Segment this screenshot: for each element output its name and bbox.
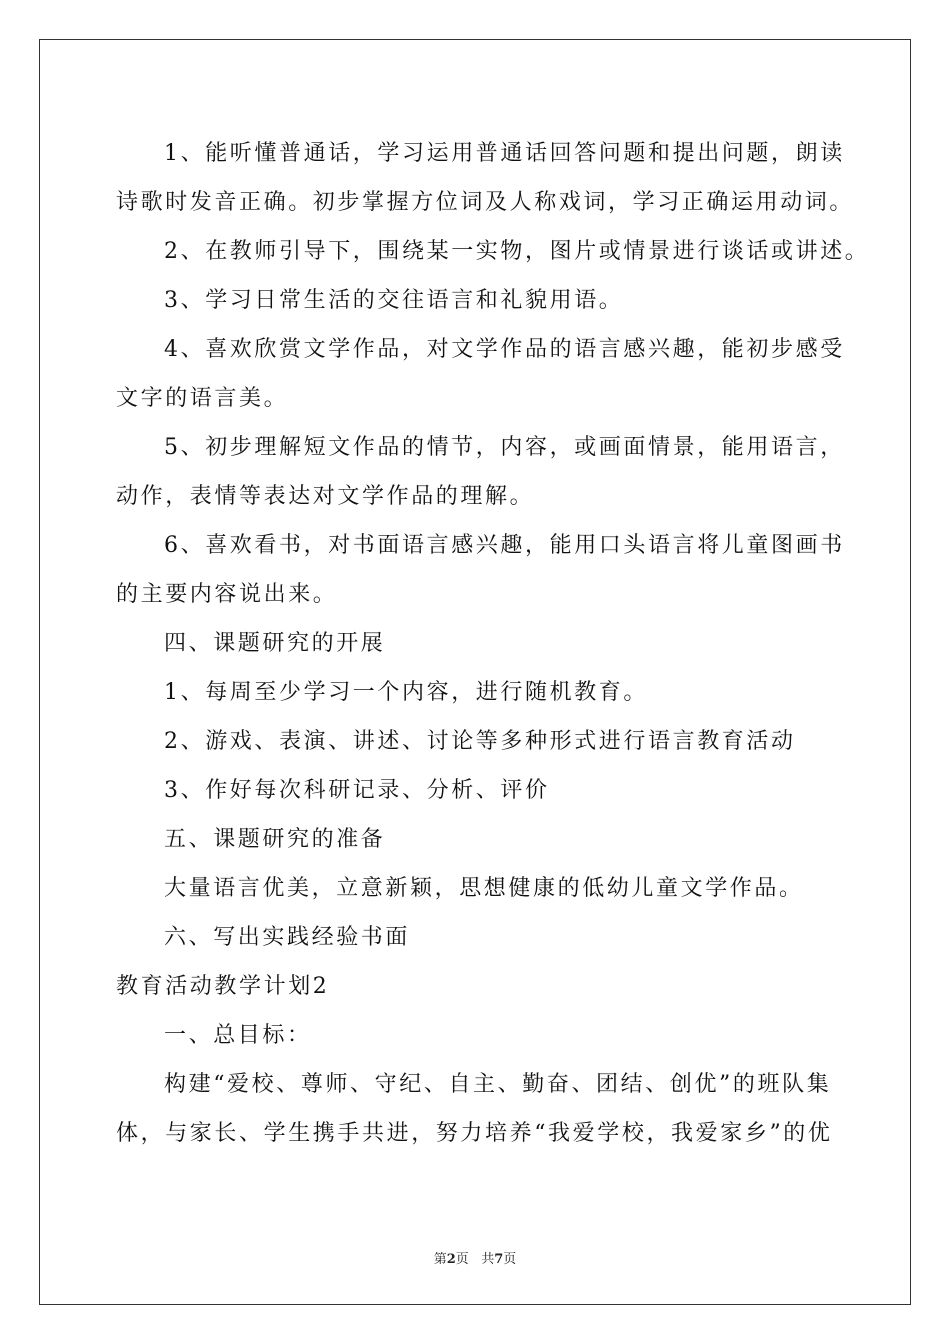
text-line: 1、能听懂普通话，学习运用普通话回答问题和提出问题，朗读 xyxy=(164,141,845,166)
page-footer xyxy=(0,1248,950,1267)
text-line: 一、总目标： xyxy=(164,1023,312,1048)
text-line: 文字的语言美。 xyxy=(116,386,289,411)
text-line: 3、学习日常生活的交往语言和礼貌用语。 xyxy=(164,288,624,313)
text-line: 四、课题研究的开展 xyxy=(164,631,386,656)
text-line: 5、初步理解短文作品的情节，内容，或画面情景，能用语言， xyxy=(164,435,845,460)
text-line: 1、每周至少学习一个内容，进行随机教育。 xyxy=(164,680,648,705)
text-line: 构建“爱校、尊师、守纪、自主、勤奋、团结、创优”的班队集 xyxy=(164,1072,832,1097)
total-page-number: 7 xyxy=(494,1252,504,1267)
total-prefix: 共 xyxy=(481,1252,495,1267)
text-line: 6、喜欢看书，对书面语言感兴趣，能用口头语言将儿童图画书 xyxy=(164,533,845,558)
total-unit: 页 xyxy=(503,1252,517,1267)
text-line: 4、喜欢欣赏文学作品，对文学作品的语言感兴趣，能初步感受 xyxy=(164,337,845,362)
current-page-number: 2 xyxy=(446,1252,456,1267)
text-line: 六、写出实践经验书面 xyxy=(164,925,411,950)
text-line: 五、课题研究的准备 xyxy=(164,827,386,852)
text-line: 2、在教师引导下，围绕某一实物，图片或情景进行谈话或讲述。 xyxy=(164,239,870,264)
text-line: 大量语言优美，立意新颖，思想健康的低幼儿童文学作品。 xyxy=(164,876,804,901)
page-prefix: 第 xyxy=(433,1252,447,1267)
page-unit: 页 xyxy=(455,1252,469,1267)
text-line: 诗歌时发音正确。初步掌握方位词及人称戏词，学习正确运用动词。 xyxy=(116,190,855,215)
text-line: 体，与家长、学生携手共进，努力培养“我爱学校，我爱家乡”的优 xyxy=(116,1121,833,1146)
text-line: 教育活动教学计划2 xyxy=(116,974,330,999)
document-body xyxy=(116,129,870,1158)
text-line: 的主要内容说出来。 xyxy=(116,582,338,607)
text-line: 2、游戏、表演、讲述、讨论等多种形式进行语言教育活动 xyxy=(164,729,796,754)
text-line: 3、作好每次科研记录、分析、评价 xyxy=(164,778,550,803)
text-line: 动作，表情等表达对文学作品的理解。 xyxy=(116,484,535,509)
